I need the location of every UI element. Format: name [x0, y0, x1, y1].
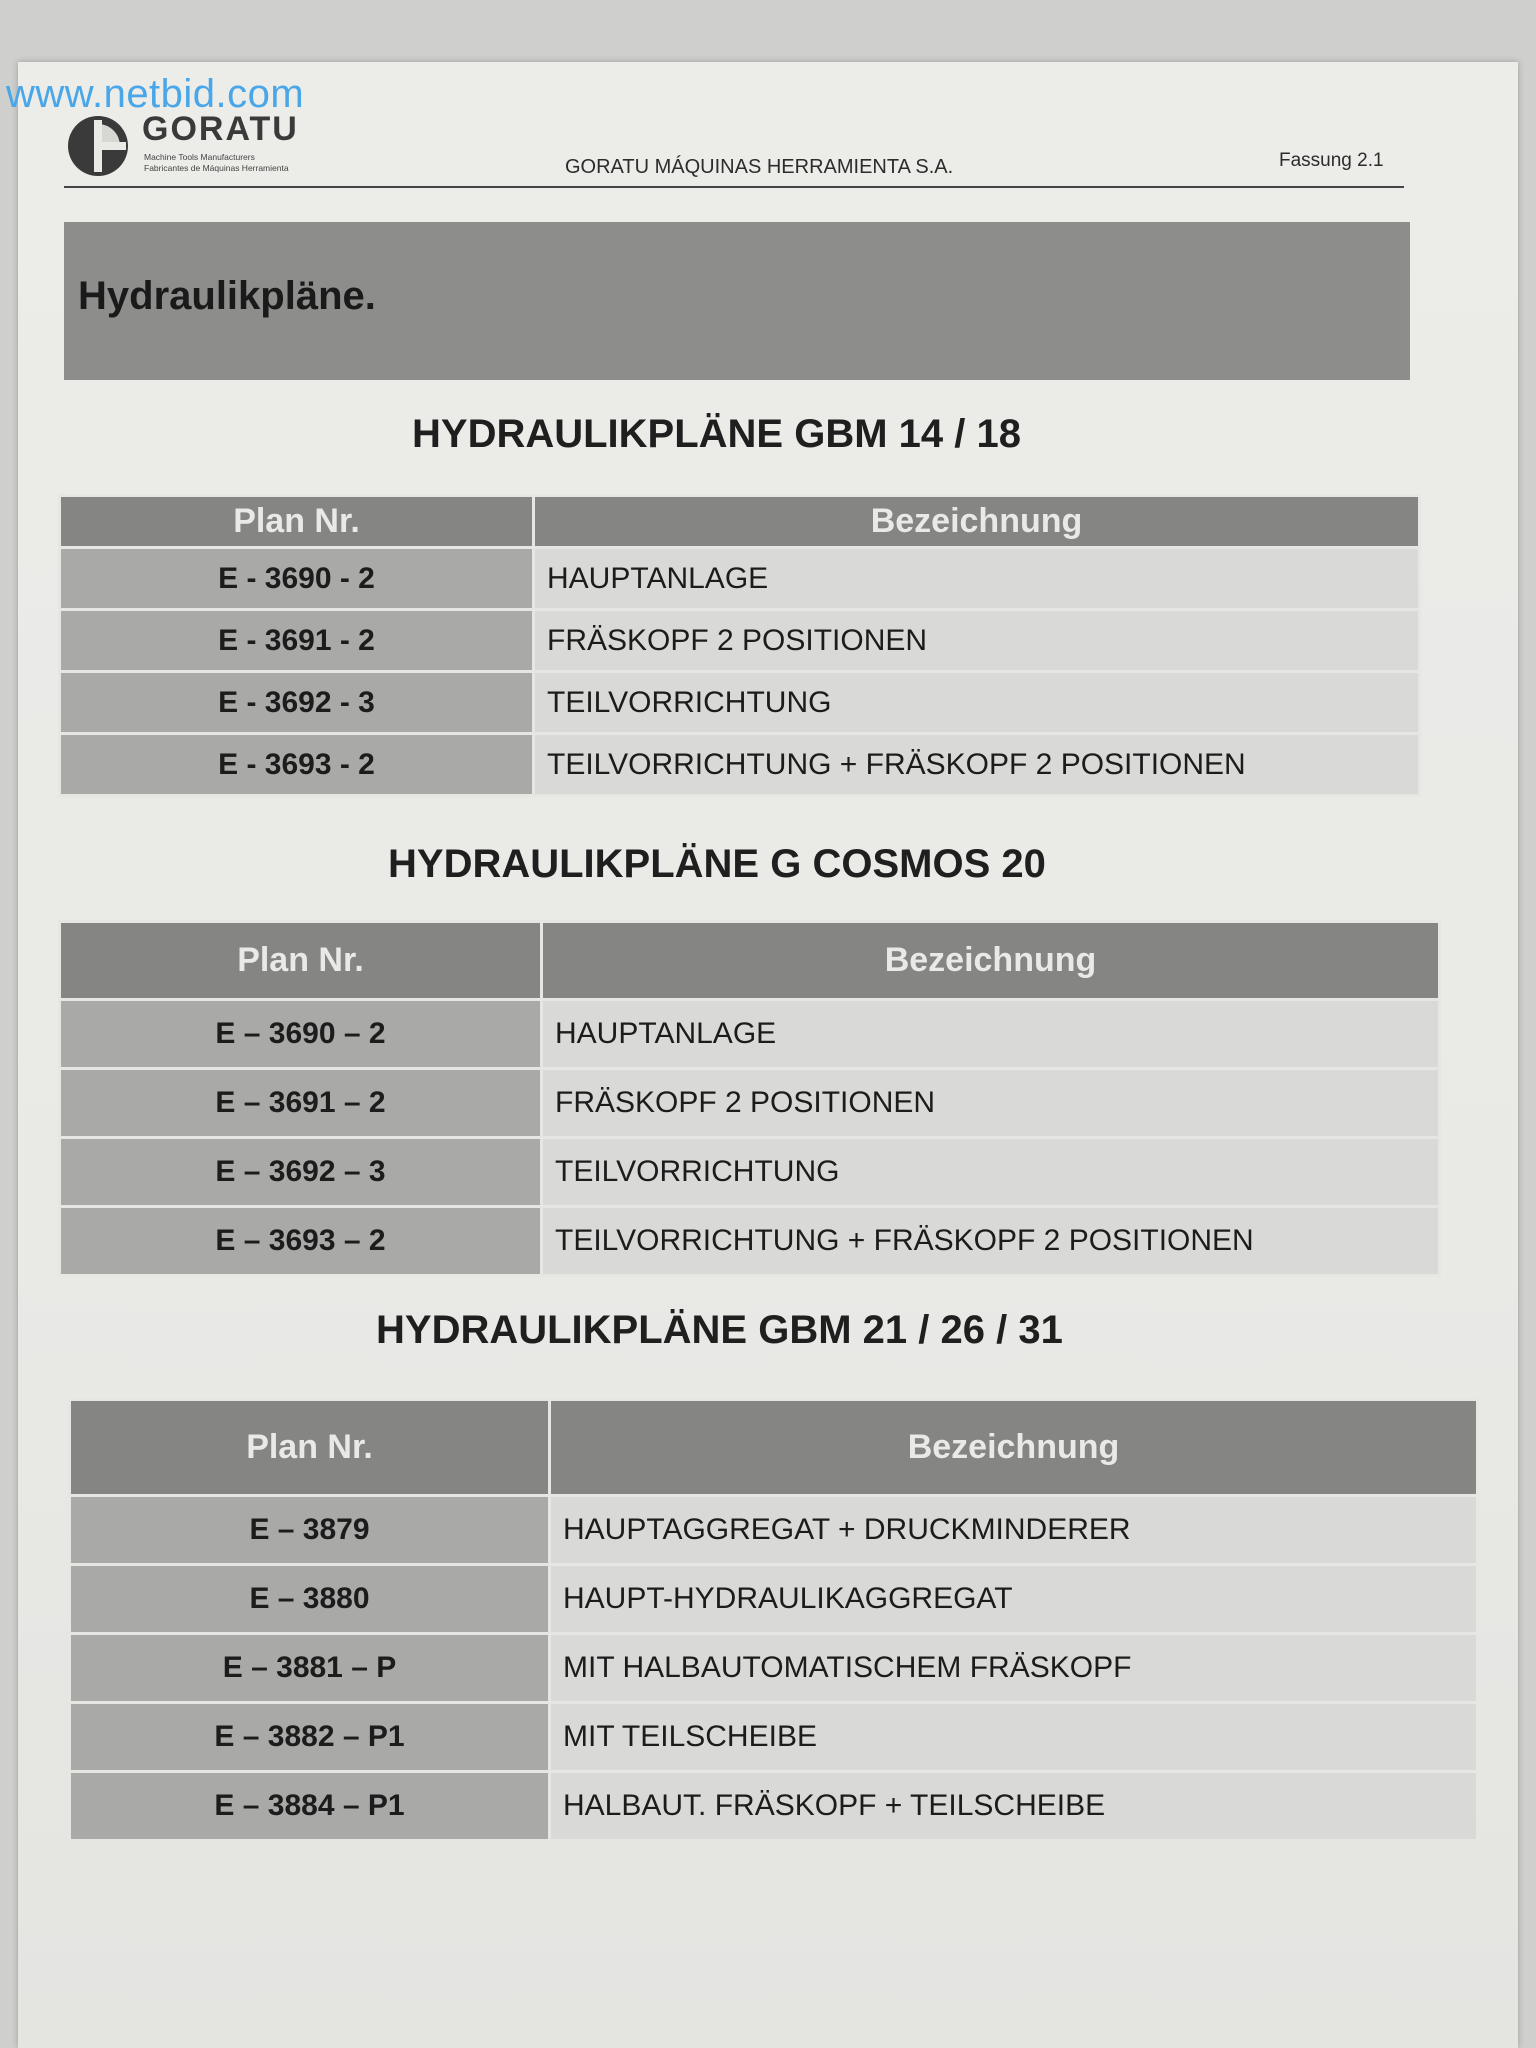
- plan-description: FRÄSKOPF 2 POSITIONEN: [534, 610, 1420, 672]
- plan-number: E - 3692 - 3: [60, 672, 534, 734]
- plan-description: TEILVORRICHTUNG + FRÄSKOPF 2 POSITIONEN: [534, 734, 1420, 796]
- page-title: Hydraulikpläne.: [78, 274, 376, 318]
- plan-description: MIT TEILSCHEIBE: [550, 1703, 1478, 1772]
- table-row: [60, 1000, 1440, 1069]
- table-header-row: [70, 1400, 1478, 1496]
- logo-wordmark: GORATU: [142, 110, 299, 148]
- header-divider: [64, 186, 1404, 188]
- company-name: GORATU MÁQUINAS HERRAMIENTA S.A.: [565, 156, 954, 178]
- plan-description: TEILVORRICHTUNG + FRÄSKOPF 2 POSITIONEN: [542, 1207, 1440, 1276]
- plan-description: HAUPTANLAGE: [534, 548, 1420, 610]
- page-title-bar: [64, 222, 1410, 380]
- plan-description: HAUPTAGGREGAT + DRUCKMINDERER: [550, 1496, 1478, 1565]
- column-header-plan-nr: Plan Nr.: [60, 496, 534, 548]
- plans-table-g-cosmos-20: [58, 920, 1441, 1277]
- logo-tagline-line1: Machine Tools Manufacturers: [144, 152, 255, 162]
- column-header-bezeichnung: Bezeichnung: [534, 496, 1420, 548]
- plan-number: E – 3879: [70, 1496, 550, 1565]
- plan-number: E – 3691 – 2: [60, 1069, 542, 1138]
- plans-table-gbm-14-18: [58, 494, 1421, 797]
- plan-number: E – 3880: [70, 1565, 550, 1634]
- plans-table-gbm-21-26-31: [68, 1398, 1479, 1842]
- column-header-bezeichnung: Bezeichnung: [550, 1400, 1478, 1496]
- plan-description: TEILVORRICHTUNG: [534, 672, 1420, 734]
- table-row: [60, 1069, 1440, 1138]
- column-header-plan-nr: Plan Nr.: [70, 1400, 550, 1496]
- section-title-gbm-21-26-31: HYDRAULIKPLÄNE GBM 21 / 26 / 31: [376, 1308, 1063, 1352]
- version-label: Fassung 2.1: [1279, 150, 1384, 171]
- goratu-logo-icon: [66, 114, 130, 178]
- table-row: [70, 1772, 1478, 1841]
- table-row: [70, 1634, 1478, 1703]
- table-header-row: [60, 496, 1420, 548]
- plan-number: E – 3693 – 2: [60, 1207, 542, 1276]
- table-row: [60, 1138, 1440, 1207]
- column-header-plan-nr: Plan Nr.: [60, 922, 542, 1000]
- logo-tagline-line2: Fabricantes de Máquinas Herramienta: [144, 163, 289, 173]
- table-row: [60, 1207, 1440, 1276]
- plan-number: E – 3882 – P1: [70, 1703, 550, 1772]
- plan-description: HALBAUT. FRÄSKOPF + TEILSCHEIBE: [550, 1772, 1478, 1841]
- plan-number: E – 3884 – P1: [70, 1772, 550, 1841]
- table-header-row: [60, 922, 1440, 1000]
- plan-number: E – 3881 – P: [70, 1634, 550, 1703]
- plan-description: TEILVORRICHTUNG: [542, 1138, 1440, 1207]
- table-row: [60, 672, 1420, 734]
- column-header-bezeichnung: Bezeichnung: [542, 922, 1440, 1000]
- plan-number: E - 3690 - 2: [60, 548, 534, 610]
- goratu-logo: [66, 108, 326, 184]
- plan-description: HAUPTANLAGE: [542, 1000, 1440, 1069]
- plan-number: E – 3692 – 3: [60, 1138, 542, 1207]
- logo-tagline: [144, 152, 289, 174]
- plan-description: FRÄSKOPF 2 POSITIONEN: [542, 1069, 1440, 1138]
- table-row: [70, 1703, 1478, 1772]
- plan-description: MIT HALBAUTOMATISCHEM FRÄSKOPF: [550, 1634, 1478, 1703]
- table-row: [60, 610, 1420, 672]
- plan-number: E - 3693 - 2: [60, 734, 534, 796]
- table-row: [70, 1496, 1478, 1565]
- table-row: [60, 734, 1420, 796]
- watermark-url: www.netbid.com: [6, 72, 305, 116]
- section-title-gbm-14-18: HYDRAULIKPLÄNE GBM 14 / 18: [412, 412, 1021, 456]
- table-row: [60, 548, 1420, 610]
- plan-number: E – 3690 – 2: [60, 1000, 542, 1069]
- plan-number: E - 3691 - 2: [60, 610, 534, 672]
- table-row: [70, 1565, 1478, 1634]
- section-title-g-cosmos-20: HYDRAULIKPLÄNE G COSMOS 20: [388, 842, 1046, 886]
- plan-description: HAUPT-HYDRAULIKAGGREGAT: [550, 1565, 1478, 1634]
